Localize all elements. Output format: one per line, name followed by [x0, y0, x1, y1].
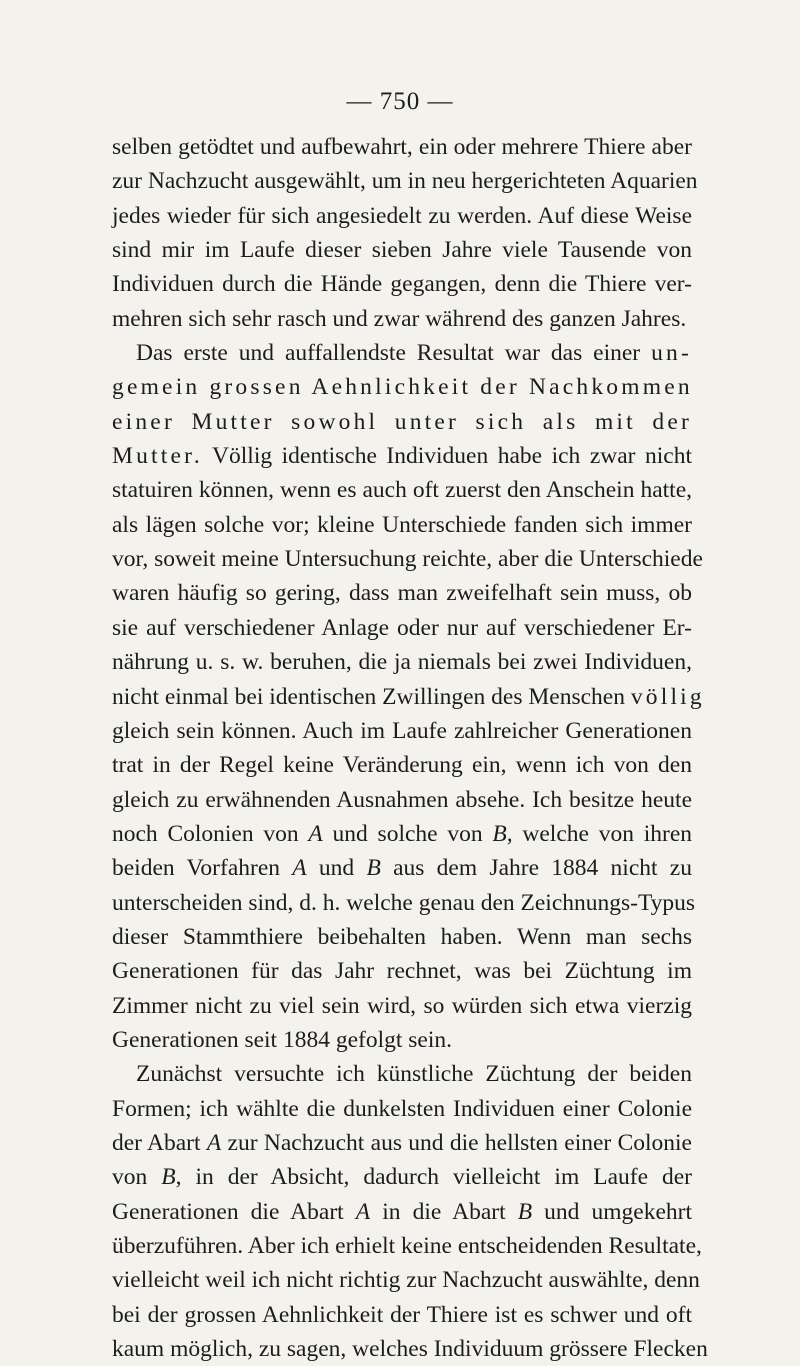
text-line [112, 302, 692, 336]
text-segment: unterscheiden sind, d. h. welche genau den Zeichnungs-Typus [112, 889, 696, 916]
text-line [112, 645, 692, 679]
text-line [112, 1229, 702, 1263]
text-line [112, 714, 692, 748]
text-line [112, 611, 692, 645]
text-segment: Zunächst versuchte ich künstliche Züchtung der beiden [136, 1061, 692, 1088]
text-segment: beiden Vorfahren [112, 855, 293, 882]
text-segment: dieser Stammthiere beibehalten haben. Wenn man sechs [112, 923, 692, 950]
text-line [112, 989, 692, 1023]
text-segment: der Abart [112, 1129, 207, 1156]
text-line [112, 1092, 692, 1126]
text-segment: von [112, 1164, 162, 1191]
text-segment: Das erste und auffallendste Resultat war das einer [136, 340, 652, 367]
text-line [112, 783, 692, 817]
text-line [112, 130, 692, 164]
text-segment: Generationen die Abart [112, 1198, 356, 1225]
text-segment: als lägen solche vor; kleine Unterschiede fanden sich immer [112, 511, 692, 538]
text-line [112, 748, 692, 782]
text-line [112, 199, 692, 233]
text-line [112, 576, 692, 610]
text-line [112, 886, 696, 920]
text-segment: Zimmer nicht zu viel sein wird, so würden sich etwa vierzig [112, 992, 692, 1019]
text-line [112, 233, 692, 267]
text-line [112, 1057, 692, 1091]
text-line [112, 851, 692, 885]
text-segment: vor, soweit meine Untersuchung reichte, aber die Unterschiede [112, 546, 703, 573]
text-line [112, 164, 698, 198]
text-line [112, 954, 692, 988]
text-line [112, 817, 692, 851]
text-segment: und umgekehrt [532, 1198, 693, 1225]
text-segment: bei der grossen Aehnlichkeit der Thiere ist es schwer und oft [112, 1301, 692, 1328]
text-line [112, 1298, 692, 1332]
text-segment: statuiren können, wenn es auch oft zuerst den Anschein hatte, [112, 477, 692, 504]
text-line [112, 680, 705, 714]
text-segment: gleich zu erwähnenden Ausnahmen absehe. Ich besitze heute [112, 786, 692, 813]
text-segment: sie auf verschiedener Anlage oder nur auf verschiedener Er- [112, 614, 692, 641]
emphasized-text: Mutter. [112, 443, 203, 470]
emphasized-text: un- [651, 340, 692, 367]
text-segment: , in der Absicht, dadurch vielleicht im Laufe der [175, 1164, 692, 1191]
text-segment: Völlig identische Individuen habe ich zwar nicht [202, 443, 692, 470]
text-segment: vielleicht weil ich nicht richtig zur Nachzucht auswählte, denn [112, 1267, 700, 1294]
text-line [112, 1023, 692, 1057]
italic-variable: A [292, 855, 307, 882]
body-text [112, 130, 708, 1366]
text-line [112, 267, 692, 301]
text-segment: zur Nachzucht aus und die hellsten einer Colonie [221, 1129, 692, 1156]
text-line [112, 1195, 692, 1229]
text-segment: aus dem Jahre 1884 nicht zu [380, 855, 692, 882]
text-line [112, 405, 692, 439]
text-line [112, 473, 692, 507]
text-line [112, 1160, 692, 1194]
italic-variable: A [355, 1198, 371, 1225]
text-segment: zur Nachzucht ausgewählt, um in neu hergerichteten Aquarien [112, 168, 698, 195]
text-segment: Formen; ich wählte die dunkelsten Individuen einer Colonie [112, 1095, 692, 1122]
text-segment: selben getödtet und aufbewahrt, ein oder mehrere Thiere aber [112, 134, 692, 160]
text-segment: kaum möglich, zu sagen, welches Individuum grössere Flecken [112, 1336, 708, 1363]
text-segment: und solche von [322, 820, 493, 847]
text-segment: trat in der Regel keine Veränderung ein, wenn ich von den [112, 752, 692, 779]
text-segment: jedes wieder für sich angesiedelt zu werden. Auf diese Weise [112, 202, 692, 229]
text-segment: und [306, 855, 367, 882]
text-segment: welche von ihren [512, 820, 693, 847]
text-segment: sind mir im Laufe dieser sieben Jahre viele Tausende von [112, 237, 692, 264]
page-number: — 750 — [346, 88, 454, 115]
italic-variable: A [206, 1129, 222, 1156]
italic-variable: A [308, 820, 323, 847]
text-line [112, 1332, 708, 1366]
text-line [112, 542, 703, 576]
text-segment: noch Colonien von [112, 820, 309, 847]
italic-variable: B [161, 1164, 176, 1191]
text-segment: gleich sein können. Auch im Laufe zahlreicher Generationen [112, 717, 692, 744]
emphasized-text: einer Mutter sowohl unter sich als mit der [112, 408, 692, 435]
text-segment: waren häufig so gering, dass man zweifelhaft sein muss, ob [112, 580, 692, 607]
italic-variable: B [517, 1198, 533, 1225]
italic-variable: B [366, 855, 381, 882]
text-line [112, 508, 692, 542]
text-line [112, 920, 692, 954]
italic-variable: B, [492, 820, 513, 847]
text-line [112, 336, 692, 370]
text-segment: Generationen seit 1884 gefolgt sein. [112, 1026, 453, 1053]
emphasized-text: gemein grossen Aehnlichkeit der Nachkommen [112, 374, 693, 401]
text-segment: überzuführen. Aber ich erhielt keine entscheidenden Resultate, [112, 1233, 702, 1259]
emphasized-text: völlig [630, 683, 705, 710]
text-segment: nährung u. s. w. beruhen, die ja niemals bei zwei Individuen, [112, 649, 692, 676]
text-segment: mehren sich sehr rasch und zwar während des ganzen Jahres. [112, 305, 687, 332]
text-line [112, 1263, 700, 1297]
text-segment: Generationen für das Jahr rechnet, was bei Züchtung im [112, 958, 692, 985]
text-line [112, 370, 692, 404]
text-segment: nicht einmal bei identischen Zwillingen des Menschen [112, 683, 631, 710]
text-line [112, 439, 692, 473]
text-line [112, 1126, 692, 1160]
text-segment: Individuen durch die Hände gegangen, denn die Thiere ver- [112, 271, 692, 298]
text-segment: in die Abart [370, 1198, 518, 1225]
